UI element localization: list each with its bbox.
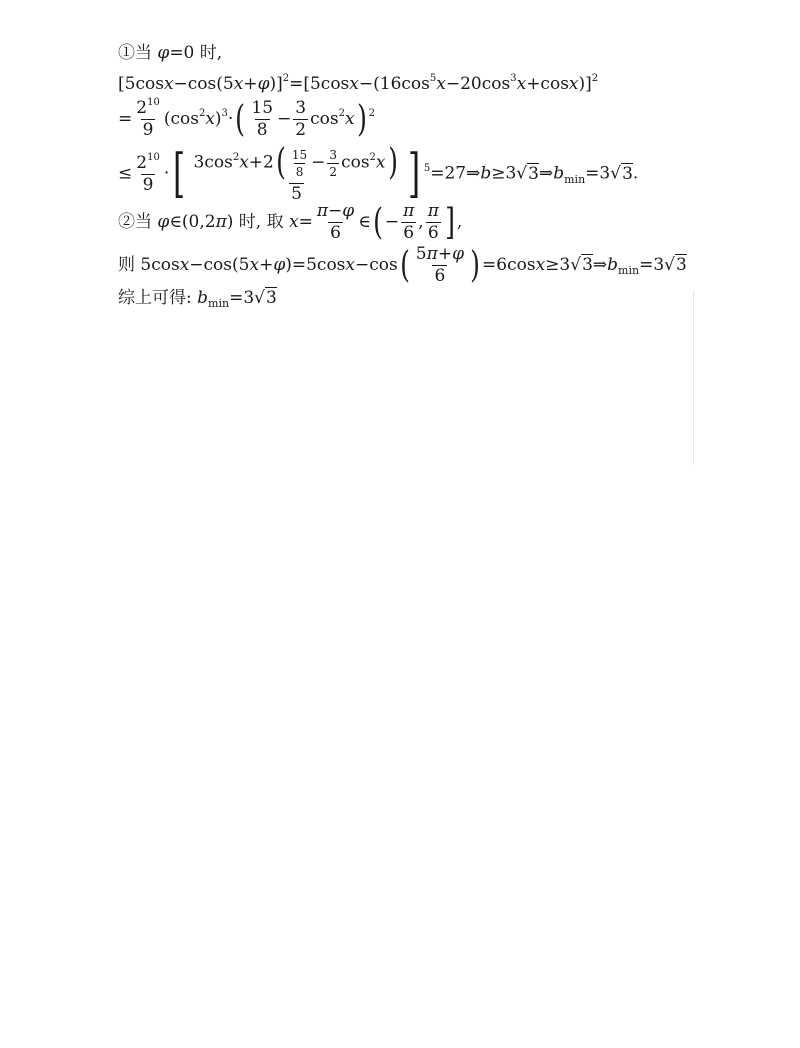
solution-line-4: ≤ $\frac{2^{10}}{9}$ ·[ $3\cos^2x+2$( $\frac{15}{8}$ − $\frac{3}{2}$ $\cos^2x$) 5 ] $^5=27\Rightarrow b\ge 3√3\Rightarrow b_{min}=3√3$. (118, 142, 639, 204)
solution-line-7: 综上可得: $b_{min}=3√3$ (118, 288, 277, 310)
solution-line-3: = $\frac{2^{10}}{9}$ $(\cos^2x)^3\cdot$( $\frac{15}{8}$ − $\frac{3}{2}$ $\cos^2x$) $^2$ (118, 97, 375, 140)
solution-line-5: ②当 φ∈(0,2π) 时, 取 x= $\frac{\pi-\varphi}{6}$ ∈( − $\frac{\pi}{6}$ , $\frac{\pi}{6}$ ] , (118, 201, 463, 243)
solution-line-6: 则 5cosx−cos(5x+φ)=5cosx−cos( $\frac{5\pi+\varphi}{6}$ ) $=6\cos x\ge 3√3\Rightarrow b_{min}=3√3$ (118, 244, 687, 286)
scan-edge-line (693, 290, 694, 465)
solution-line-2: $[5\cos x-\cos(5x+\varphi)]^2=[5\cos x-(16\cos^5x-20\cos^3x+\cos x)]^2$ (118, 73, 599, 94)
solution-line-1: ①当 φ=0 时, (118, 43, 223, 63)
